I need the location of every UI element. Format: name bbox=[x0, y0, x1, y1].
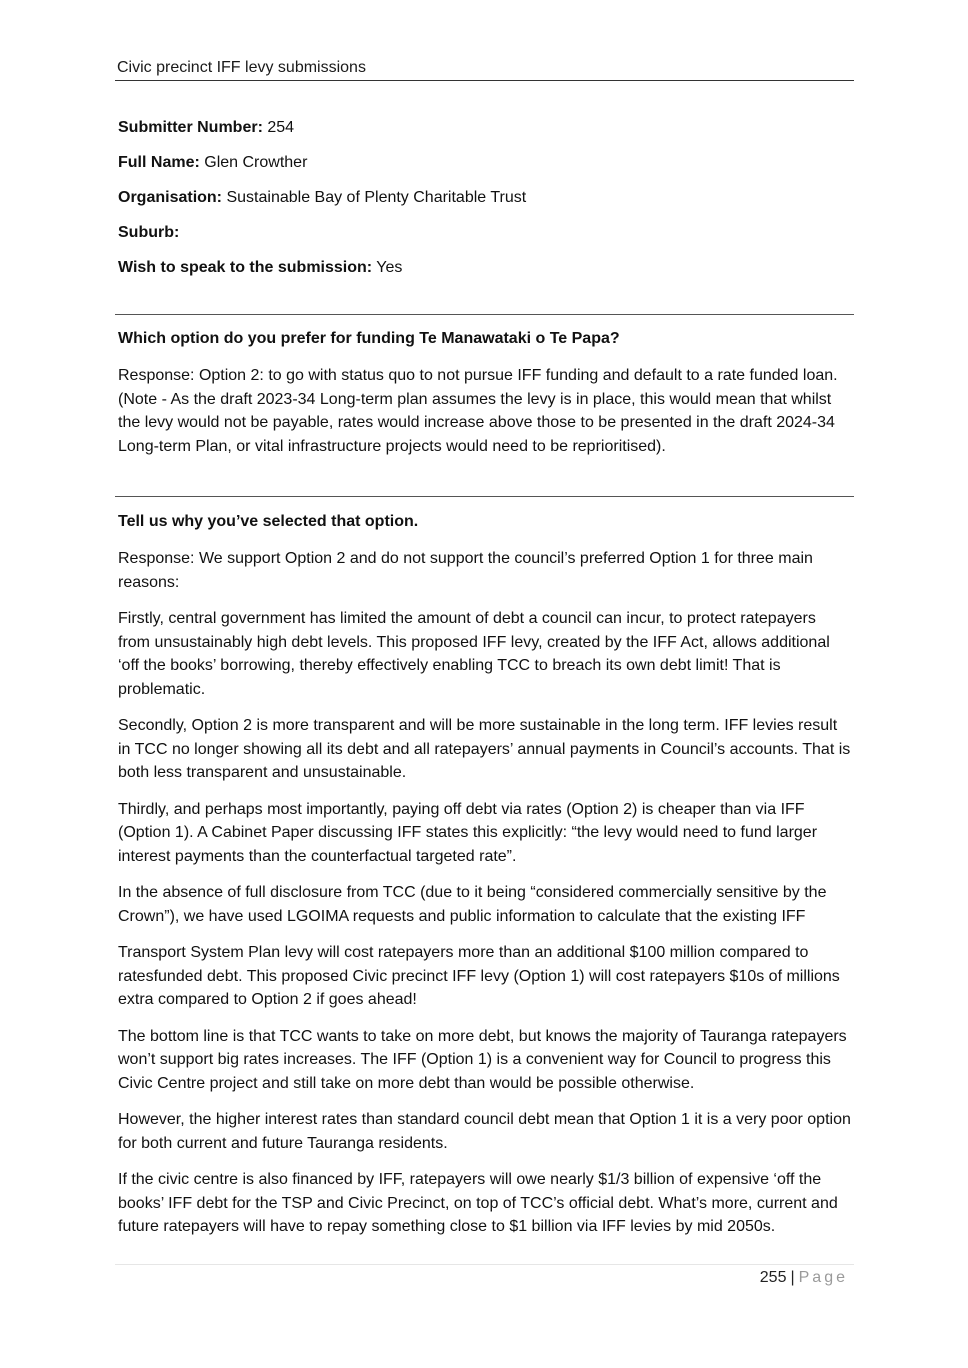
footer-divider bbox=[115, 1264, 854, 1265]
response-paragraph: However, the higher interest rates than standard council debt mean that Option 1 it is a very poor option for both current and future Tauranga residents. bbox=[118, 1111, 851, 1152]
full-name-label: Full Name: bbox=[118, 154, 200, 171]
organisation-value: Sustainable Bay of Plenty Charitable Trust bbox=[226, 189, 527, 206]
page-footer bbox=[760, 1267, 848, 1289]
wish-to-speak-row bbox=[118, 257, 854, 292]
wish-to-speak-value: Yes bbox=[376, 259, 403, 276]
page-label: Page bbox=[798, 1269, 848, 1286]
response-paragraph: Response: Option 2: to go with status quo to not pursue IFF funding and default to a rate funded loan. (Note - As the draft 2023-34 Long-term plan assumes the levy is in place, this would mean that whilst the levy would not be payable, rates would increase above those to be presented in the draft 2024-34 Long-term Plan, or vital infrastructure projects would need to be reprioritised). bbox=[118, 367, 838, 455]
full-name-row bbox=[118, 152, 854, 187]
running-header: Civic precinct IFF levy submissions bbox=[117, 59, 366, 76]
response-paragraph: If the civic centre is also financed by IFF, ratepayers will owe nearly $1/3 billion of expensive ‘off the books’ IFF debt for the TSP and Civic Precinct, on top of TCC’s official debt. What’s more, current and future ratepayers will have to repay something close to $1 billion via IFF levies by mid 2050s. bbox=[118, 1171, 838, 1235]
page-number: 255 bbox=[759, 1269, 787, 1286]
response-paragraph: The bottom line is that TCC wants to take on more debt, but knows the majority of Tauranga ratepayers won’t support big rates increases. The IFF (Option 1) is a convenient way for Council to progress this Civic Centre project and still take on more debt than would be possible otherwise. bbox=[118, 1027, 847, 1092]
footer-separator: | bbox=[790, 1269, 795, 1286]
response-reason bbox=[118, 547, 852, 1252]
question-funding-option: Which option do you prefer for funding Te Manawataki o Te Papa? bbox=[118, 330, 620, 347]
wish-to-speak-label: Wish to speak to the submission: bbox=[118, 259, 373, 276]
response-paragraph: Firstly, central government has limited the amount of debt a council can incur, to protect ratepayers from unsustainably high debt levels. This proposed IFF levy, created by the IFF Act, allows additional ‘off the books’ borrowing, thereby effectively enabling TCC to breach its own debt limit! That is problematic. bbox=[118, 610, 830, 698]
section-divider bbox=[115, 496, 854, 497]
response-paragraph: Transport System Plan levy will cost ratepayers more than an additional $100 million compared to ratesfunded debt. This proposed Civic precinct IFF levy (Option 1) will cost ratepayers $10s of millions extra compared to Option 2 if goes ahead! bbox=[118, 944, 840, 1008]
submitter-number-label: Submitter Number: bbox=[118, 119, 263, 136]
suburb-row bbox=[118, 222, 854, 257]
response-paragraph: Thirdly, and perhaps most importantly, paying off debt via rates (Option 2) is cheaper than via IFF (Option 1). A Cabinet Paper discussing IFF states this explicitly: “the levy would need to fund larger interest payments than the counterfactual targeted rate”. bbox=[118, 800, 818, 865]
organisation-row bbox=[118, 187, 854, 222]
submitter-number-row bbox=[118, 117, 854, 152]
header-divider bbox=[115, 80, 854, 81]
suburb-label: Suburb: bbox=[118, 224, 180, 241]
submitter-number-value: 254 bbox=[267, 119, 295, 136]
full-name-value: Glen Crowther bbox=[204, 154, 308, 171]
organisation-label: Organisation: bbox=[118, 189, 223, 206]
submitter-details bbox=[118, 117, 854, 292]
section-divider bbox=[115, 314, 854, 315]
response-paragraph: Secondly, Option 2 is more transparent and will be more sustainable in the long term. IFF levies result in TCC no longer showing all its debt and all ratepayers’ annual payments in Council’s accounts. That is both less transparent and unsustainable. bbox=[118, 717, 851, 781]
question-reason: Tell us why you’ve selected that option. bbox=[118, 513, 419, 530]
response-paragraph: Response: We support Option 2 and do not support the council’s preferred Option 1 for three main reasons: bbox=[118, 550, 813, 591]
response-paragraph: In the absence of full disclosure from TCC (due to it being “considered commercially sensitive by the Crown”), we have used LGOIMA requests and public information to calculate that the existing IFF bbox=[118, 884, 827, 925]
response-funding-option bbox=[118, 364, 852, 471]
